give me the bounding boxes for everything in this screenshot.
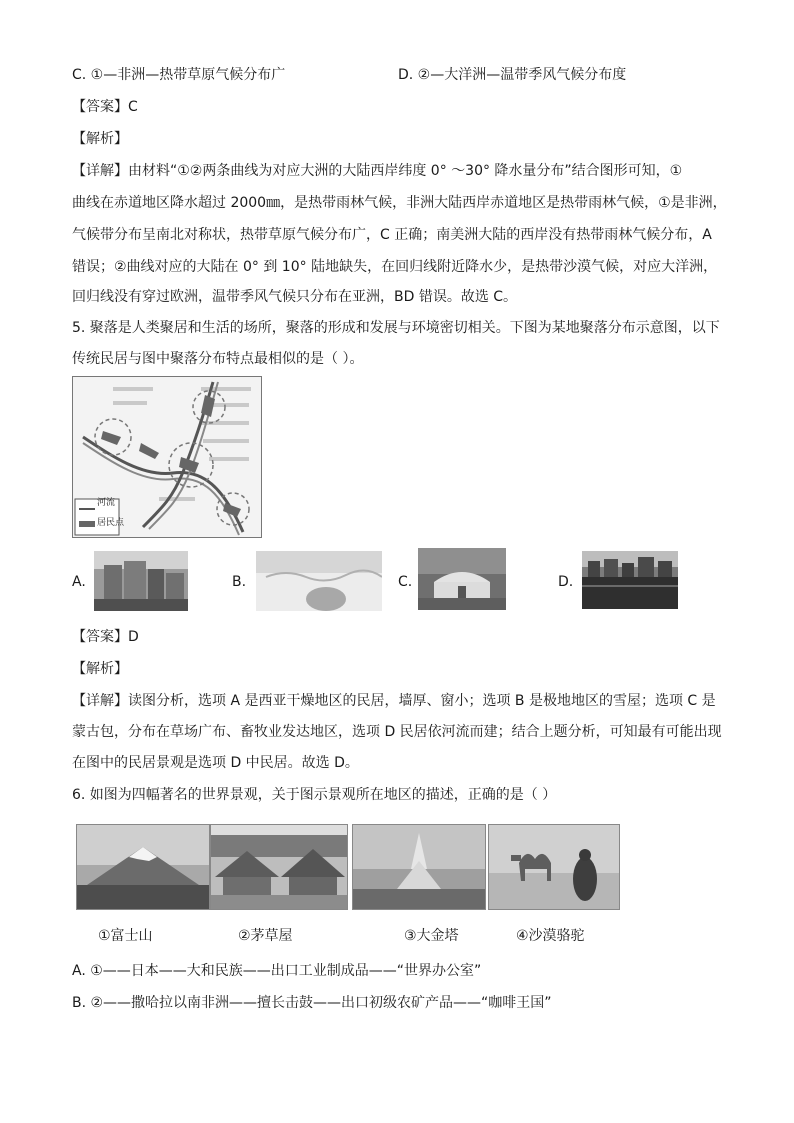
q6-stem: 6. 如图为四幅著名的世界景观，关于图示景观所在地区的描述，正确的是（ ） — [72, 787, 557, 803]
q4-detail-line-1: 【详解】由材料“①②两条曲线为对应大洲的大陆西岸纬度 0° ～30° 降水量分布”结合图形可知，① — [72, 163, 683, 179]
q4-option-d: D. ②—大洋洲—温带季风气候分布度 — [398, 67, 627, 83]
q5-detail-line-3: 在图中的民居景观是选项 D 中民居。故选 D。 — [72, 755, 359, 771]
q4-detail-line-2: 曲线在赤道地区降水超过 2000㎜，是热带雨林气候，非洲大陆西岸赤道地区是热带雨林气候，①是非洲， — [72, 195, 727, 211]
q4-detail-line-3: 气候带分布呈南北对称状，热带草原气候分布广，C 正确；南美洲大陆的西岸没有热带雨林气候分布，A — [72, 227, 712, 243]
settlement-map — [72, 376, 262, 538]
q6-caption-2: ②茅草屋 — [238, 928, 293, 944]
q5-stem-line-1: 5. 聚落是人类聚居和生活的场所，聚落的形成和发展与环境密切相关。下图为某地聚落分布示意图，以下 — [72, 320, 720, 336]
answer-value: C — [128, 99, 138, 115]
q4-detail-line-5: 回归线没有穿过欧洲，温带季风气候只分布在亚洲，BD 错误。故选 C。 — [72, 289, 518, 305]
q6-option-b: B. ②——撒哈拉以南非洲——擅长击鼓——出口初级农矿产品——“咖啡王国” — [72, 995, 552, 1011]
q4-detail-line-4: 错误；②曲线对应的大陆在 0° 到 10° 陆地缺失，在回归线附近降水少，是热带沙漠气候，对应大洋洲， — [72, 259, 718, 275]
q6-image-desert-camel — [488, 824, 620, 910]
q4-option-c: C. ①—非洲—热带草原气候分布广 — [72, 67, 286, 83]
q6-image-golden-pagoda — [352, 824, 486, 910]
q6-caption-1: ①富士山 — [98, 928, 153, 944]
q5-option-a-image — [94, 551, 188, 611]
q5-option-a-letter: A. — [72, 574, 86, 590]
q5-stem-line-2: 传统民居与图中聚落分布特点最相似的是（ ）。 — [72, 351, 364, 367]
q5-answer — [72, 627, 139, 647]
q6-image-fuji — [76, 824, 210, 910]
answer-value: D — [128, 629, 139, 645]
q5-option-d-image — [582, 551, 678, 609]
q5-detail-line-2: 蒙古包，分布在草场广布、畜牧业发达地区，选项 D 民居依河流而建；结合上题分析，可知最有可能出现 — [72, 724, 722, 740]
q5-option-b-image — [256, 551, 382, 611]
q5-analysis-label: 【解析】 — [72, 661, 128, 677]
q5-option-c-image — [418, 548, 506, 610]
q6-caption-4: ④沙漠骆驼 — [516, 928, 585, 944]
answer-label: 【答案】 — [72, 629, 128, 645]
legend-settlement-label: 居民点 — [97, 518, 125, 528]
q6-caption-3: ③大金塔 — [404, 928, 459, 944]
q5-option-c-letter: C. — [398, 574, 413, 590]
q5-option-d-letter: D. — [558, 574, 574, 590]
q4-answer — [72, 97, 138, 117]
q6-image-thatched-hut — [210, 824, 348, 910]
q5-option-b-letter: B. — [232, 574, 247, 590]
legend-river-label: 河流 — [97, 498, 116, 508]
q6-option-a: A. ①——日本——大和民族——出口工业制成品——“世界办公室” — [72, 963, 482, 979]
q4-analysis-label: 【解析】 — [72, 131, 128, 147]
settlement-map-drawing — [73, 377, 261, 537]
q5-detail-line-1: 【详解】读图分析，选项 A 是西亚干燥地区的民居，墙厚、窗小；选项 B 是极地地区的雪屋；选项 C 是 — [72, 693, 716, 709]
legend-settlement-symbol — [79, 521, 95, 527]
answer-label: 【答案】 — [72, 99, 128, 115]
